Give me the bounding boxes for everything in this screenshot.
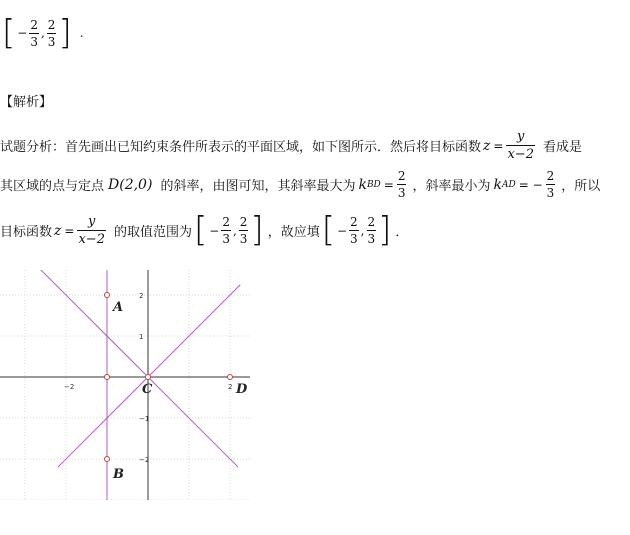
range-interval-2: [ − $\frac{2}{3}$ , $\frac{2}{3}$ ]	[321, 210, 392, 251]
x-tick-label: −2	[64, 383, 75, 391]
fraction-2-3: $\frac{2}{3}$	[47, 17, 56, 49]
y-tick-label: 2	[139, 292, 144, 300]
point-D-marker	[228, 375, 233, 380]
point-A-marker	[105, 293, 110, 298]
points	[105, 293, 249, 483]
fraction-y-over-x-minus-2: $\frac{y}{x-2}$	[507, 129, 534, 162]
axes	[0, 270, 250, 500]
y-tick-label: 1	[139, 333, 144, 341]
grid	[0, 270, 250, 500]
origin-marker	[105, 375, 110, 380]
fraction-kad: $\frac{2}{3}$	[546, 169, 555, 200]
right-bracket: ]	[58, 13, 72, 53]
analysis-line-1: 试题分析：首先画出已知约束条件所表示的平面区域，如下图所示．然后将目标函数 z = $\frac{y}{x-2}$ 看成是	[0, 129, 582, 162]
left-bracket: [	[2, 13, 16, 53]
minus-sign: −	[17, 26, 28, 41]
fraction-y-over-x-minus-2-line3: $\frac{y}{x-2}$	[78, 214, 105, 247]
comma: ,	[40, 26, 45, 41]
range-interval-1: [ − $\frac{2}{3}$ , $\frac{2}{3}$ ]	[193, 210, 264, 251]
fraction-kbd: $\frac{2}{3}$	[397, 169, 406, 200]
point-B-label: B	[113, 467, 124, 482]
section-title: 【解析】	[0, 95, 53, 110]
point-C-marker	[146, 375, 151, 380]
analysis-line-2: 其区域的点与定点 D(2,0) 的斜率，由图可知，其斜率最大为 k BD = $\frac{2}{3}$ ，斜率最小为 k AD = − $\frac{2}{3}$ ，所以	[0, 169, 601, 200]
point-B-marker	[105, 457, 110, 462]
answer-interval	[2, 13, 84, 53]
coordinate-graph	[0, 270, 250, 500]
point-A-label: A	[113, 300, 124, 315]
y-tick-label: −2	[139, 456, 150, 464]
period: .	[79, 26, 84, 41]
x-tick-label: 2	[228, 383, 233, 391]
point-C-label: C	[142, 382, 153, 397]
analysis-line-3: 目标函数 z = $\frac{y}{x-2}$ 的取值范围为 [ − $\frac{2}{3}$ , $\frac{2}{3}$ ] ，故应填 [ − $\frac{2}{3}$ , $\frac{2}{3}$ ] ．	[0, 210, 409, 251]
y-tick-label: −1	[139, 415, 150, 423]
fraction-neg-2-3: $\frac{2}{3}$	[30, 17, 38, 49]
point-D-label: D	[236, 382, 248, 397]
